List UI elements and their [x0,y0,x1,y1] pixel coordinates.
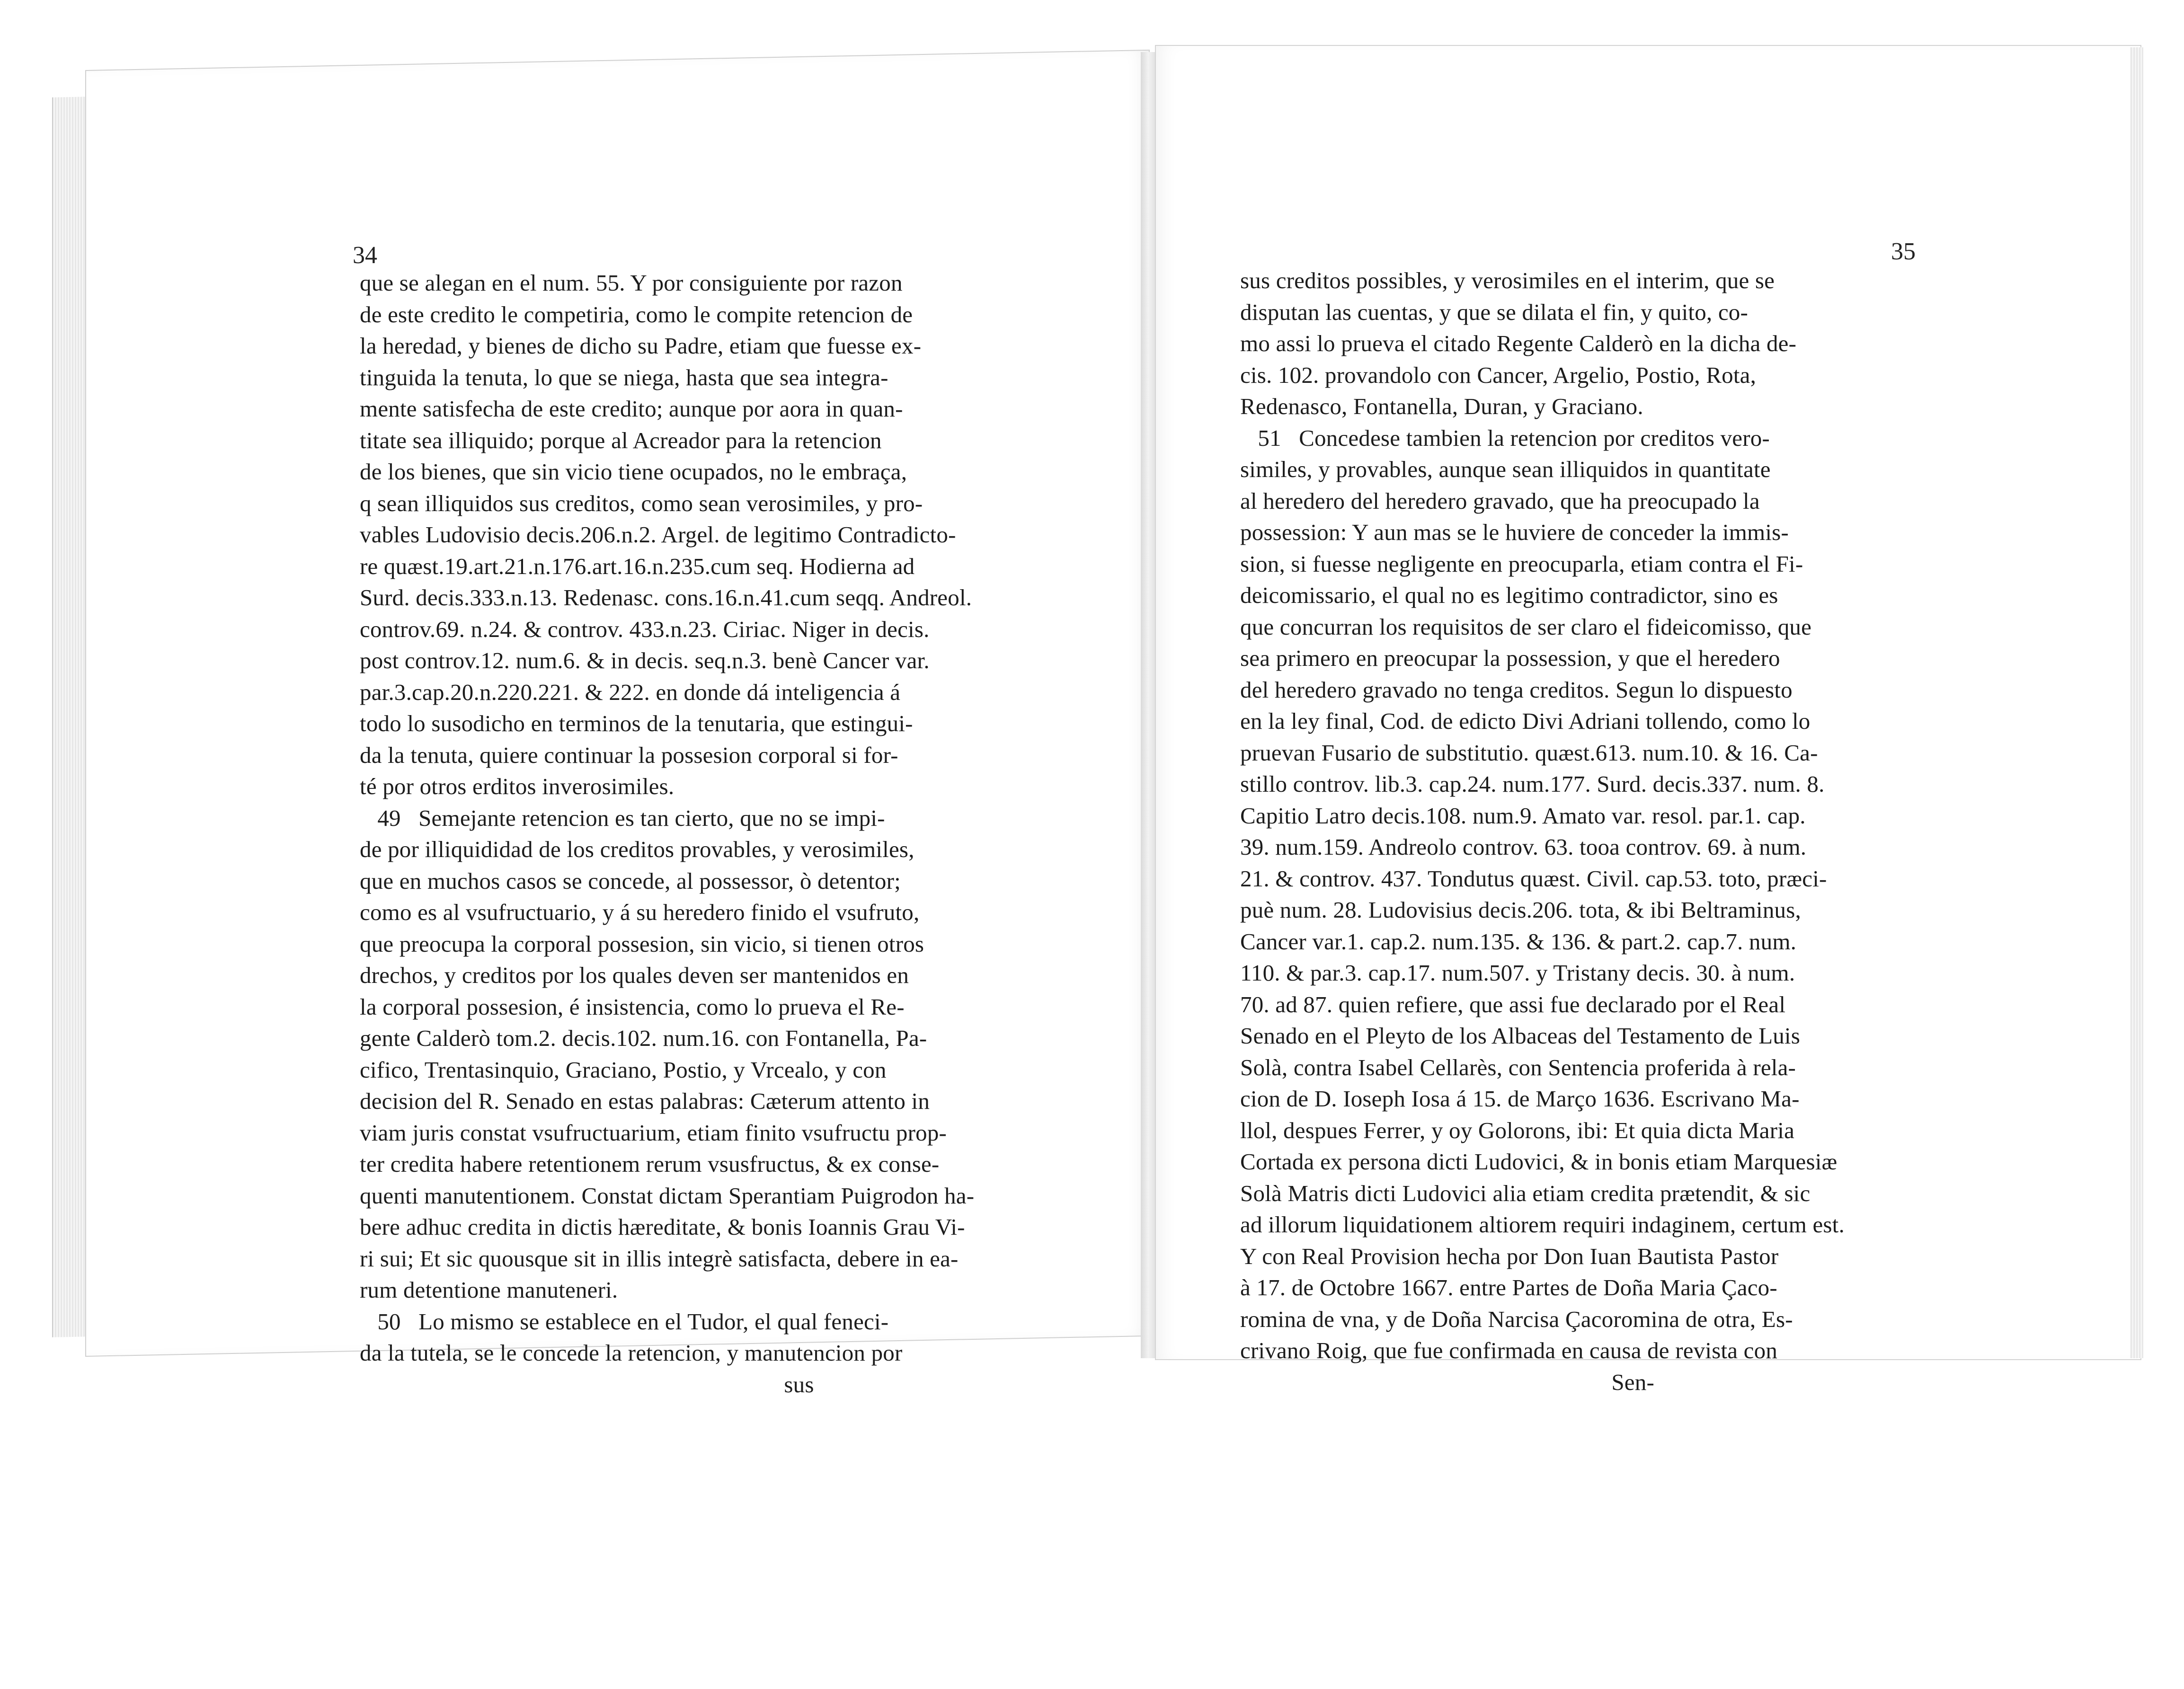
text-line: 70. ad 87. quien refiere, que assi fue declarado por el Real [1240,991,1786,1017]
text-line: 51 Concedese tambien la retencion por creditos vero- [1240,424,1770,451]
text-line: crivano Roig, que fue confirmada en causa de revista con [1240,1337,1778,1363]
text-line: 21. & controv. 437. Tondutus quæst. Civil. cap.53. toto, præci- [1240,865,1827,892]
text-line: quenti manutentionem. Constat dictam Sperantiam Puigrodon ha- [360,1182,975,1209]
text-line: par.3.cap.20.n.220.221. & 222. en donde dá inteligencia á [360,679,901,705]
text-line: que en muchos casos se concede, al possessor, ò detentor; [360,867,901,894]
text-line: ri sui; Et sic quousque sit in illis integrè satisfacta, debere in ea- [360,1245,959,1272]
text-line: sus [360,1371,814,1397]
text-line: gente Calderò tom.2. decis.102. num.16. con Fontanella, Pa- [360,1025,927,1051]
text-line: cis. 102. provandolo con Cancer, Argelio, Postio, Rota, [1240,362,1757,388]
text-line: Solà, contra Isabel Cellarès, con Sentencia proferida à rela- [1240,1054,1796,1080]
text-line: rum detentione manuteneri. [360,1277,618,1303]
text-line: tinguida la tenuta, lo que se niega, hasta que sea integra- [360,364,888,390]
text-line: en la ley final, Cod. de edicto Divi Adriani tollendo, como lo [1240,708,1811,734]
text-line: que concurran los requisitos de ser claro el fideicomisso, que [1240,613,1812,640]
text-line: Cortada ex persona dicti Ludovici, & in bonis etiam Marquesiæ [1240,1149,1838,1175]
text-line: de por illiquididad de los creditos provables, y verosimiles, [360,836,914,862]
text-line: à 17. de Octobre 1667. entre Partes de Doña Maria Çaco- [1240,1274,1777,1300]
text-line: controv.69. n.24. & controv. 433.n.23. Ciriac. Niger in decis. [360,616,930,642]
text-line: sion, si fuesse negligente en preocuparla, etiam contra el Fi- [1240,550,1803,577]
text-line: 110. & par.3. cap.17. num.507. y Tristany decis. 30. à num. [1240,960,1795,986]
text-line: como es al vsufructuario, y á su heredero finido el vsufruto, [360,899,920,925]
text-line: re quæst.19.art.21.n.176.art.16.n.235.cum seq. Hodierna ad [360,553,915,579]
text-line: 50 Lo mismo se establece en el Tudor, el qual feneci- [360,1308,889,1335]
text-line: sea primero en preocupar la possession, y que el heredero [1240,645,1780,671]
text-line: Sen- [1240,1369,1654,1395]
text-line: todo lo susodicho en terminos de la tenutaria, que estingui- [360,710,913,736]
text-line: sus creditos possibles, y verosimiles en el interim, que se [1240,267,1775,293]
text-line: cion de D. Ioseph Iosa á 15. de Março 1636. Escrivano Ma- [1240,1086,1800,1112]
text-line: té por otros erditos inverosimiles. [360,773,675,799]
text-line: decision del R. Senado en estas palabras: Cæterum attento in [360,1088,930,1114]
text-line: titate sea illiquido; porque al Acreador para la retencion [360,427,882,453]
text-line: similes, y provables, aunque sean illiquidos in quantitate [1240,456,1771,482]
text-line: 39. num.159. Andreolo controv. 63. tooa controv. 69. à num. [1240,834,1807,860]
text-line: Y con Real Provision hecha por Don Iuan Bautista Pastor [1240,1243,1779,1269]
text-line: romina de vna, y de Doña Narcisa Çacoromina de otra, Es- [1240,1306,1793,1332]
page-edges [52,97,89,1337]
text-line: 49 Semejante retencion es tan cierto, que no se impi- [360,805,885,831]
text-line: cifico, Trentasinquio, Graciano, Postio, y Vrcealo, y con [360,1056,887,1083]
text-line: viam juris constat vsufructuarium, etiam finito vsufructu prop- [360,1119,947,1146]
text-line: q sean illiquidos sus creditos, como sean verosimiles, y pro- [360,490,923,516]
right-page-number: 35 [1891,238,1916,265]
left-page-number: 34 [353,242,377,269]
text-line: Surd. decis.333.n.13. Redenasc. cons.16.n.41.cum seqq. Andreol. [360,584,972,610]
text-line: vables Ludovisio decis.206.n.2. Argel. de legitimo Contradicto- [360,522,956,548]
text-line: disputan las cuentas, y que se dilata el fin, y quito, co- [1240,299,1748,325]
text-line: llol, despues Ferrer, y oy Golorons, ibi: Et quia dicta Maria [1240,1117,1795,1143]
text-line: deicomissario, el qual no es legitimo contradictor, sino es [1240,582,1778,608]
text-line: Capitio Latro decis.108. num.9. Amato var. resol. par.1. cap. [1240,802,1806,829]
text-line: ad illorum liquidationem altiorem requiri indaginem, certum est. [1240,1211,1845,1238]
text-line: stillo controv. lib.3. cap.24. num.177. Surd. decis.337. num. 8. [1240,771,1825,797]
left-page-text [360,267,974,1400]
text-line: da la tenuta, quiere continuar la possesion corporal si for- [360,742,898,768]
right-page-edge [2130,47,2143,1358]
text-line: la heredad, y bienes de dicho su Padre, etiam que fuesse ex- [360,333,922,359]
text-line: al heredero del heredero gravado, que ha preocupado la [1240,487,1760,514]
text-line: possession: Y aun mas se le huviere de conceder la immis- [1240,519,1789,545]
text-line: puè num. 28. Ludovisius decis.206. tota, & ibi Beltraminus, [1240,897,1801,923]
right-page-text [1240,265,1845,1398]
text-line: pruevan Fusario de substitutio. quæst.613. num.10. & 16. Ca- [1240,739,1818,766]
text-line: mente satisfecha de este credito; aunque por aora in quan- [360,396,903,422]
text-line: Redenasco, Fontanella, Duran, y Graciano. [1240,393,1643,419]
text-line: drechos, y creditos por los quales deven ser mantenidos en [360,962,909,988]
text-line: da la tutela, se le concede la retencion, y manutencion por [360,1340,903,1366]
text-line: Solà Matris dicti Ludovici alia etiam credita prætendit, & sic [1240,1180,1811,1206]
text-line: del heredero gravado no tenga creditos. Segun lo dispuesto [1240,676,1793,703]
text-line: que preocupa la corporal possesion, sin vicio, si tienen otros [360,930,924,957]
text-line: la corporal possesion, é insistencia, como lo prueva el Re- [360,993,905,1020]
text-line: post controv.12. num.6. & in decis. seq.n.3. benè Cancer var. [360,647,930,673]
text-line: bere adhuc credita in dictis hæreditate, & bonis Ioannis Grau Vi- [360,1214,965,1240]
text-line: ter credita habere retentionem rerum vsusfructus, & ex conse- [360,1151,940,1177]
text-line: de los bienes, que sin vicio tiene ocupados, no le embraça, [360,459,907,485]
text-line: Senado en el Pleyto de los Albaceas del Testamento de Luis [1240,1023,1800,1049]
text-line: mo assi lo prueva el citado Regente Calderò en la dicha de- [1240,330,1797,356]
text-line: que se alegan en el num. 55. Y por consiguiente por razon [360,270,903,296]
text-line: de este credito le competiria, como le compite retencion de [360,301,913,327]
text-line: Cancer var.1. cap.2. num.135. & 136. & part.2. cap.7. num. [1240,928,1797,955]
